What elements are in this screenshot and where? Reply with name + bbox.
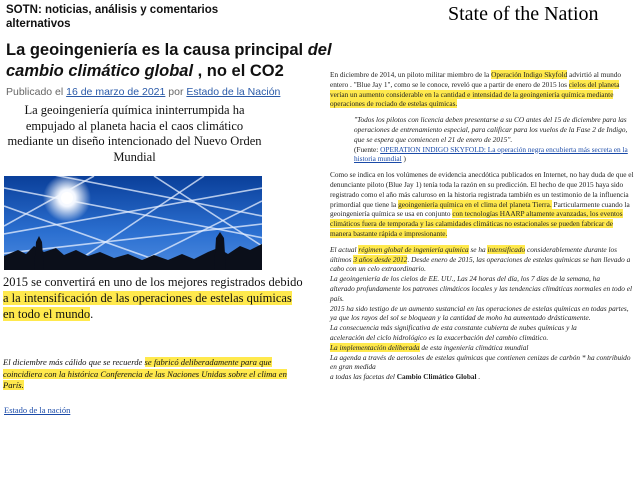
final-line bbox=[330, 372, 636, 382]
final-suffix: . bbox=[476, 372, 481, 382]
date-link[interactable]: 16 de marzo de 2021 bbox=[66, 86, 166, 98]
article-body bbox=[330, 70, 636, 382]
p1-text-a: En diciembre de 2014, un piloto militar miembro de la bbox=[330, 70, 492, 79]
note-highlight: se fabricó deliberadamente para que coincidiera con la histórica Conferencia de las Naciones Unidas sobre el clima en París. bbox=[3, 357, 287, 391]
p2-text-b: Particularmente cuando la geoingeniería química se usa en conjunto bbox=[330, 199, 630, 219]
quote-text: "Todos los pilotos con licencia deben presentarse a su CO antes del 15 de diciembre para las operaciones de entrenamiento especial, para calificar para los vuelos de la Fase 2 de Indigo, que se espera que comiencen el 21 de enero de 2015". bbox=[354, 115, 628, 144]
site-name: SOTN: noticias, análisis y comentarios alternativos bbox=[6, 4, 219, 30]
sky-chemtrails-image bbox=[4, 176, 262, 270]
author-link[interactable]: Estado de la nación bbox=[4, 405, 71, 415]
implementation-rest: de esta ingeniería climática mundial bbox=[419, 342, 529, 352]
implementation-highlight: La implementación deliberada bbox=[330, 342, 420, 352]
p3-highlight-1: régimen global de ingeniería química bbox=[358, 244, 469, 254]
p2-highlight-1: geoingeniería química en el clima del planeta Tierra. bbox=[398, 199, 552, 209]
p2-highlight-2: con tecnologías HAARP altamente avanzadas, los eventos climáticos fuera de temporada y las calamidades climáticas no estacionales se pueden fabricar de manera bastante rápida e impresionante. bbox=[330, 209, 623, 238]
source-link[interactable]: OPERATION INDIGO SKYFOLD: La operación negra encubierta más secreta en la historia mundial bbox=[354, 144, 628, 164]
paragraph-1 bbox=[330, 70, 636, 109]
image-caption bbox=[3, 275, 303, 322]
december-note bbox=[3, 357, 303, 392]
body-line: ya que los rayos del sol se bloquean y la cantidad de moho ha aumentado drásticamente. bbox=[330, 313, 591, 323]
title-part2: del cambio climático global bbox=[6, 41, 332, 80]
byline-mid: por bbox=[165, 86, 187, 98]
p3-highlight-3: 3 años desde 2012 bbox=[353, 254, 408, 264]
body-line: 2015 ha sido testigo de un aumento sustancial en las operaciones de estelas químicas en todas partes, bbox=[330, 303, 629, 313]
source-prefix: (Fuente: bbox=[354, 144, 381, 154]
p1-highlight-1: Operación Indigo Skyfold bbox=[491, 70, 568, 79]
body-line: La consecuencia más significativa de esta constante cubierta de nubes químicas y la bbox=[330, 323, 577, 333]
body-line: aceleración del ciclo hidrológico es la exacerbación del cambio climático. bbox=[330, 332, 549, 342]
title-part3: , no el CO2 bbox=[193, 62, 284, 80]
p1-text-b: advirtió al mundo entero . "Blue Jay 1", como se le conoce, reveló que a partir de enero de 2015 los bbox=[330, 70, 622, 89]
caption-plain: 2015 se convertirá en uno de los mejores registrados debido bbox=[3, 275, 303, 289]
author-byline-link[interactable]: Estado de la Nación bbox=[186, 86, 281, 98]
pilot-quote bbox=[354, 115, 636, 164]
body-line: alterado profundamente los patrones climáticos locales y las tendencias climáticas normales en todo el país. bbox=[330, 283, 633, 303]
paragraph-2 bbox=[330, 170, 636, 239]
p3-text-b: se ha bbox=[468, 244, 488, 254]
brand-title: State of the Nation bbox=[448, 3, 599, 25]
p3-text-d: . Desde enero de 2015, las operaciones de estelas químicas se han llevado a cabo con un celo extraordinario. bbox=[330, 254, 631, 274]
body-line: La agenda a través de aerosoles de estelas químicas que contienen cenizas de carbón * ha contribuido en gran medida bbox=[330, 352, 631, 372]
p3-highlight-2: intensificado bbox=[487, 244, 526, 254]
intro-text: La geoingeniería química ininterrumpida ha empujado al planeta hacia el caos climático mediante un diseño intencionado del Nuevo Orden Mundial bbox=[7, 103, 262, 164]
byline-prefix: Publicado el bbox=[6, 86, 67, 98]
final-prefix: a todas las facetas del bbox=[330, 372, 397, 382]
p3-text-a: El actual bbox=[330, 244, 359, 254]
caption-end: . bbox=[90, 306, 94, 321]
p3-text-c: considerablemente durante los últimos bbox=[330, 244, 617, 264]
p1-highlight-2: cielos del planeta verían un aumento considerable en la cantidad e intensidad de la geoingeniería química mediante operaciones de rociado de estelas químicas. bbox=[330, 79, 620, 109]
implementation-line bbox=[330, 343, 636, 353]
p2-text-a: Como se indica en los volúmenes de evidencia anecdótica publicados en Internet, no hay duda de que el denunciante piloto (Blue Jay 1) tenía toda la razón en su predicción. El hecho de que 2015 haya sido registrado como el año más caluroso en la historia registrada también es un testimonio de la influencia primordial que tiene la bbox=[330, 170, 634, 209]
italic-block bbox=[330, 245, 636, 382]
byline bbox=[6, 86, 326, 98]
article-title bbox=[6, 40, 336, 82]
note-plain: El diciembre más cálido que se recuerde bbox=[3, 357, 145, 367]
body-line: La geoingeniería de los cielos de EE. UU., Las 24 horas del día, los 7 días de la semana, ha bbox=[330, 274, 600, 284]
title-part1: La geoingeniería es la causa principal bbox=[6, 41, 308, 59]
caption-highlight: a la intensificación de las operaciones de estelas químicas en todo el mundo bbox=[3, 290, 292, 321]
paragraph-3 bbox=[330, 245, 636, 274]
final-bold: Cambio Climático Global bbox=[396, 372, 477, 382]
source-suffix: ) bbox=[401, 154, 406, 164]
